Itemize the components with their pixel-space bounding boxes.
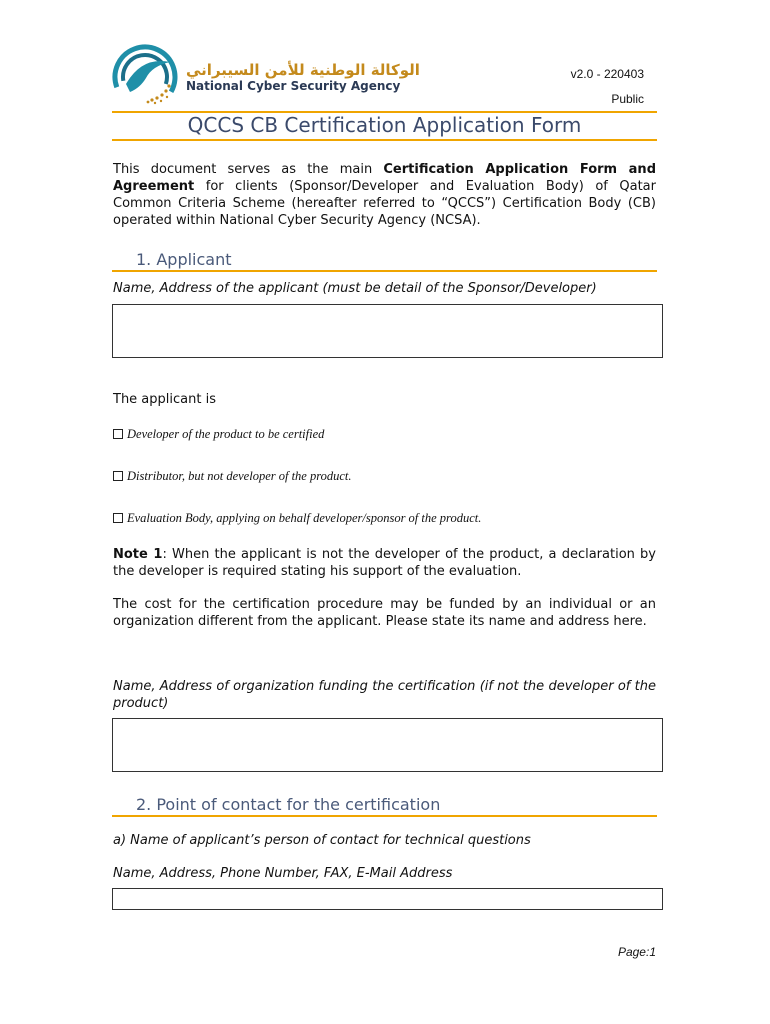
contact-input[interactable] <box>112 888 663 910</box>
checkbox[interactable] <box>113 471 123 481</box>
intro-paragraph: This document serves as the main Certification Application Form and Agreement for clients (Sponsor/Developer and Evaluation Body) of Qatar Common Criteria Scheme (hereafter referred to “QCCS”) Certification Body (CB) operated within National Cyber Security Agency (NCSA). <box>113 162 656 228</box>
classification-label: Public <box>611 92 644 106</box>
applicant-is-label: The applicant is <box>113 392 216 407</box>
funding-label: Name, Address of organization funding the certification (if not the developer of the product) <box>113 679 656 711</box>
page-number: Page:1 <box>617 945 656 959</box>
option-evaluation-body[interactable]: Evaluation Body, applying on behalf developer/sponsor of the product. <box>113 511 481 526</box>
section-1-rule <box>112 270 657 272</box>
funding-org-input[interactable] <box>112 718 663 772</box>
logo-arabic-text: الوكالة الوطنية للأمن السيبراني <box>186 61 420 79</box>
cost-paragraph: The cost for the certification procedure may be funded by an individual or an organization different from the applicant. Please state its name and address here. <box>113 597 656 629</box>
title-bottom-rule <box>112 139 657 141</box>
applicant-name-label: Name, Address of the applicant (must be detail of the Sponsor/Developer) <box>113 281 597 296</box>
checkbox[interactable] <box>113 513 123 523</box>
applicant-name-input[interactable] <box>112 304 663 358</box>
option-developer[interactable]: Developer of the product to be certified <box>113 427 324 442</box>
logo-english-text: National Cyber Security Agency <box>186 79 401 93</box>
section-2-heading: 2. Point of contact for the certification <box>136 795 441 814</box>
note-1: Note 1: When the applicant is not the developer of the product, a declaration by the developer is required stating his support of the evaluation. <box>113 547 656 579</box>
section-2-rule <box>112 815 657 817</box>
page-title: QCCS CB Certification Application Form <box>187 113 582 137</box>
option-distributor[interactable]: Distributor, but not developer of the product. <box>113 469 352 484</box>
contact-fields-label: Name, Address, Phone Number, FAX, E-Mail Address <box>113 866 453 881</box>
section-1-heading: 1. Applicant <box>136 250 232 269</box>
ncsa-logo <box>112 44 178 110</box>
checkbox[interactable] <box>113 429 123 439</box>
document-version: v2.0 - 220403 <box>570 67 644 81</box>
contact-subheading: a) Name of applicant’s person of contact for technical questions <box>113 833 531 848</box>
